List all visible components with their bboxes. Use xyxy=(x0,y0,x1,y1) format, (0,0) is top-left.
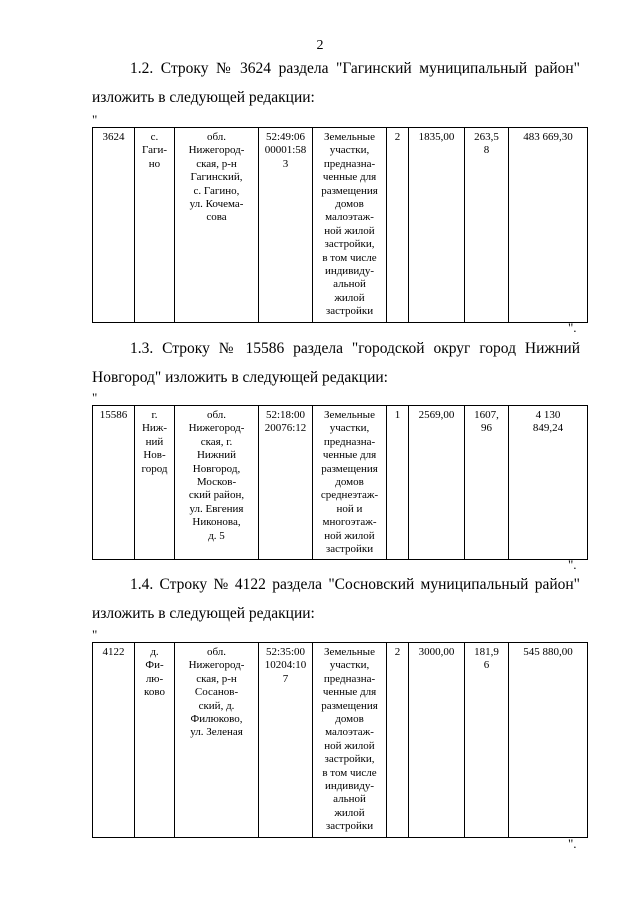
close-quote: ". xyxy=(568,836,577,851)
cell-group: 2 xyxy=(387,128,409,323)
intro-line-2: изложить в следующей редакции: xyxy=(92,89,315,106)
row-table-3624 xyxy=(92,127,588,323)
cell-rate: 181,9 6 xyxy=(465,643,509,838)
cell-value: 545 880,00 xyxy=(509,643,588,838)
cell-cadastral: 52:35:00 10204:10 7 xyxy=(259,643,313,838)
open-quote: " xyxy=(92,112,98,127)
section-intro-1-3 xyxy=(92,340,580,387)
cell-rate: 263,5 8 xyxy=(465,128,509,323)
cell-group: 1 xyxy=(387,406,409,560)
table-row xyxy=(93,643,588,838)
cell-address: обл. Нижегород- ская, р-н Сосанов- ский, д. Филюково, ул. Зеленая xyxy=(175,643,259,838)
cell-rate: 1607, 96 xyxy=(465,406,509,560)
cell-address: обл. Нижегород- ская, г. Нижний Новгород, Москов- ский район, ул. Евгения Никонова, д. 5 xyxy=(175,406,259,560)
cell-value: 483 669,30 xyxy=(509,128,588,323)
cell-settlement: г. Ниж- ний Нов- город xyxy=(135,406,175,560)
cell-settlement: с. Гаги- но xyxy=(135,128,175,323)
open-quote: " xyxy=(92,627,98,642)
open-quote: " xyxy=(92,390,98,405)
cell-settlement: д. Фи- лю- ково xyxy=(135,643,175,838)
cell-number: 15586 xyxy=(93,406,135,560)
section-intro-1-4 xyxy=(92,576,580,623)
cell-area: 3000,00 xyxy=(409,643,465,838)
cell-group: 2 xyxy=(387,643,409,838)
cell-number: 4122 xyxy=(93,643,135,838)
cell-cadastral: 52:49:06 00001:58 3 xyxy=(259,128,313,323)
cell-area: 2569,00 xyxy=(409,406,465,560)
intro-line-2: изложить в следующей редакции: xyxy=(92,605,315,622)
cell-area: 1835,00 xyxy=(409,128,465,323)
intro-line-1: 1.2. Строку № 3624 раздела "Гагинский муниципальный район" xyxy=(130,60,580,77)
close-quote: ". xyxy=(568,320,577,335)
intro-line-1: 1.3. Строку № 15586 раздела "городской округ город Нижний xyxy=(130,340,580,357)
intro-line-1: 1.4. Строку № 4122 раздела "Сосновский муниципальный район" xyxy=(130,576,580,593)
cell-cadastral: 52:18:00 20076:12 xyxy=(259,406,313,560)
table-row xyxy=(93,128,588,323)
row-table-15586 xyxy=(92,405,588,560)
close-quote: ". xyxy=(568,557,577,572)
row-table-4122 xyxy=(92,642,588,838)
cell-address: обл. Нижегород- ская, р-н Гагинский, с. Гагино, ул. Кочема- сова xyxy=(175,128,259,323)
cell-category: Земельные участки, предназна- ченные для размещения домов среднеэтаж- ной и многоэтаж- ной жилой застройки xyxy=(313,406,387,560)
table-row xyxy=(93,406,588,560)
cell-category: Земельные участки, предназна- ченные для размещения домов малоэтаж- ной жилой застройки, в том числе индивиду- альной жилой застройки xyxy=(313,643,387,838)
cell-value: 4 130 849,24 xyxy=(509,406,588,560)
intro-line-2: Новгород" изложить в следующей редакции: xyxy=(92,369,388,386)
cell-category: Земельные участки, предназна- ченные для размещения домов малоэтаж- ной жилой застройки, в том числе индивиду- альной жилой застройки xyxy=(313,128,387,323)
section-intro-1-2 xyxy=(92,60,580,107)
cell-number: 3624 xyxy=(93,128,135,323)
page-number: 2 xyxy=(316,38,324,53)
